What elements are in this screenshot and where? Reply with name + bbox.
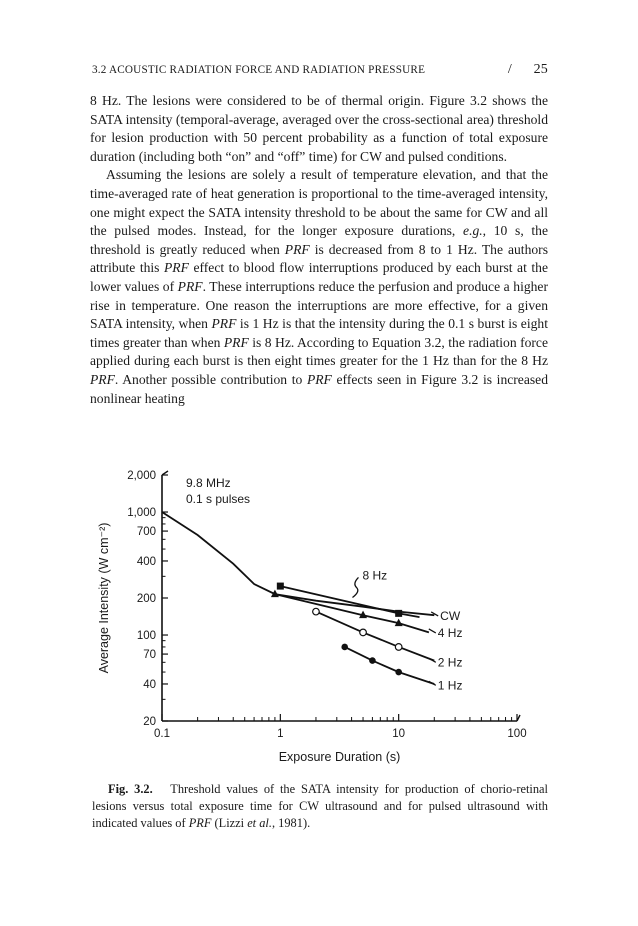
text-run: , 10 s, the threshold is greatly reduced when: [90, 223, 549, 257]
data-point-open-circle: [395, 644, 402, 651]
italic-run: PRF: [177, 278, 203, 294]
body-text: [90, 92, 548, 408]
chart-annotation: 0.1 s pulses: [186, 492, 251, 506]
italic-run: PRF: [211, 316, 237, 332]
x-axis-label: Exposure Duration (s): [278, 750, 401, 764]
y-tick-label: 70: [143, 649, 156, 662]
series-label-leader: [352, 577, 358, 597]
series-label: CW: [440, 608, 461, 623]
data-point-filled-circle: [369, 657, 376, 664]
series-line-2-hz: [316, 612, 434, 661]
text-run: Threshold values of the SATA intensity for production of chorio-retinal lesions versus total exposure time for CW ultrasound and for pulsed ultrasound with indicated values of: [92, 782, 548, 830]
series-label: 1 Hz: [437, 678, 463, 693]
paragraph-1: [90, 92, 548, 166]
series-line-1-hz: [345, 647, 435, 684]
y-tick-label: 20: [143, 716, 156, 728]
data-point-filled-circle: [341, 644, 348, 651]
italic-run: PRF: [306, 371, 332, 387]
text-run: effect to blood flow interruptions produced by each burst at the lower values of: [90, 260, 549, 294]
y-tick-label: 100: [136, 630, 156, 643]
italic-run: PRF: [90, 371, 115, 387]
data-point-filled-circle: [395, 669, 402, 676]
series-label: 4 Hz: [437, 625, 463, 640]
italic-run: et al.: [247, 816, 272, 830]
y-axis-label: Average Intensity (W cm⁻²): [97, 522, 111, 674]
x-tick-label: 100: [507, 728, 527, 740]
running-head-slash: /: [507, 62, 512, 77]
x-tick-label: 0.1: [154, 728, 170, 740]
paragraph-2: [90, 166, 548, 408]
y-tick-label: 1,000: [127, 507, 156, 520]
running-head-chapter: 3.2 ACOUSTIC RADIATION FORCE AND RADIATION PRESSURE: [92, 64, 426, 76]
text-run: . Another possible contribution to: [114, 371, 307, 387]
text-run: is 8 Hz. According to Equation 3.2, the radiation force applied during each burst is then eight times greater for the 1 Hz than for the 8 Hz: [90, 334, 549, 369]
data-point-square: [277, 583, 284, 590]
data-point-square: [395, 610, 402, 617]
text-run: is decreased from 8 to 1 Hz. The authors attribute this: [90, 241, 548, 276]
y-axis-cap: [162, 471, 168, 475]
caption-label: Fig. 3.2.: [108, 782, 153, 796]
text-run: , 1981).: [271, 816, 311, 830]
series-label: 2 Hz: [437, 655, 463, 670]
data-point-open-circle: [360, 629, 367, 636]
y-tick-label: 200: [136, 593, 156, 605]
italic-run: PRF: [188, 816, 212, 830]
x-tick-label: 10: [392, 728, 406, 740]
chart-annotation: 9.8 MHz: [186, 476, 231, 490]
figure-caption: [92, 781, 548, 832]
text-run: . These interruptions reduce the perfusion and produce a higher rise in temperature. One reason the interruptions are more effective, for a given SATA intensity, when: [90, 278, 548, 332]
figure-3-2: [92, 462, 562, 772]
italic-run: e.g.: [463, 223, 483, 239]
y-tick-label: 40: [143, 678, 156, 691]
text-run: is 1 Hz is that the intensity during the 0.1 s burst is eight times greater than when: [90, 316, 548, 350]
italic-run: PRF: [164, 260, 189, 276]
y-tick-label: 2,000: [127, 470, 156, 482]
series-label-leader: [429, 629, 436, 633]
caption-text: [92, 782, 548, 830]
running-head: [92, 64, 548, 80]
series-label: 8 Hz: [362, 568, 388, 583]
data-point-open-circle: [313, 608, 320, 615]
text-run: Assuming the lesions are solely a result of temperature elevation, and that the time-averaged rate of heat generation is proportional to the time-averaged intensity, one might expect the SATA intensity threshold to be about the same for CW and all the pulsed modes. Instead, for the longer exposure durations,: [90, 167, 548, 239]
italic-run: PRF: [223, 334, 249, 350]
page-number: 25: [533, 62, 548, 77]
y-tick-label: 700: [136, 526, 156, 539]
text-run: (Lizzi: [211, 816, 248, 830]
y-tick-label: 400: [136, 555, 156, 568]
italic-run: PRF: [284, 241, 310, 257]
threshold-chart: [92, 462, 562, 772]
text-run: 8 Hz. The lesions were considered to be of thermal origin. Figure 3.2 shows the SATA intensity (temporal-average, averaged over the cross-sectional area) threshold for lesion production with 50 percent probability as a function of total exposure duration (including both “on” and “off” time) for CW and pulsed conditions.: [90, 93, 548, 164]
x-tick-label: 1: [277, 728, 284, 740]
text-run: effects seen in Figure 3.2 is increased nonlinear heating: [90, 371, 548, 406]
